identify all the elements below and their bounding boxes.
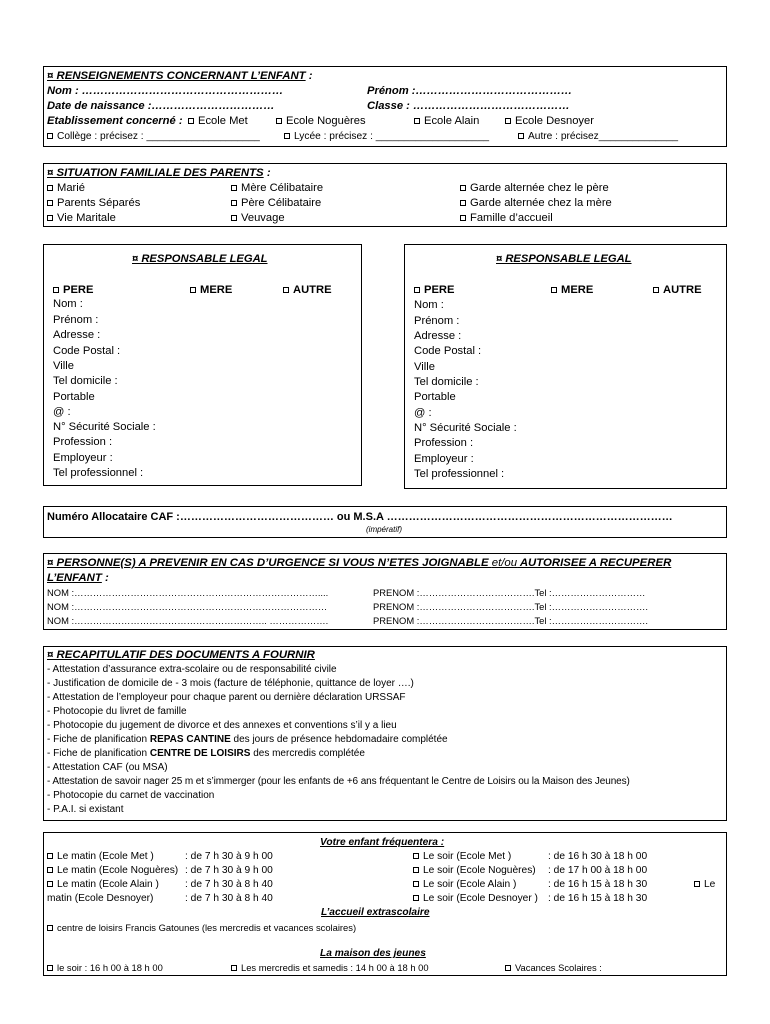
situation-option[interactable]: Vie Maritale [47, 211, 116, 225]
field-label: Profession : [414, 437, 474, 449]
pere-option[interactable]: PERE [53, 283, 93, 297]
mj-vacances-option[interactable]: Vacances Scolaires : [505, 961, 602, 975]
field-label: Tel domicile : [414, 376, 479, 388]
soir-option[interactable]: Le soir (Ecole Alain ) [413, 878, 516, 892]
checkbox-icon[interactable] [413, 895, 419, 901]
matin-option[interactable]: Le matin (Ecole Alain ) [47, 878, 159, 892]
mere-option[interactable]: MERE [551, 283, 593, 297]
matin-option[interactable]: Le matin (Ecole Met ) [47, 850, 154, 864]
checkbox-icon[interactable] [188, 118, 194, 124]
matin-time: : de 7 h 30 à 9 h 00 [185, 851, 273, 862]
urgence-nom-field[interactable]: NOM :…………………………………………………….. ………………. [47, 615, 329, 626]
autre-option[interactable]: AUTRE [283, 283, 332, 297]
situation-option[interactable]: Garde alternée chez le père [460, 181, 609, 195]
matin-option-label: matin (Ecole Desnoyer) [47, 893, 154, 904]
classe-field[interactable]: Classe : …………………………………… [367, 100, 570, 112]
situation-option[interactable]: Mère Célibataire [231, 181, 323, 195]
checkbox-icon[interactable] [505, 965, 511, 971]
checkbox-icon[interactable] [47, 215, 53, 221]
checkbox-icon[interactable] [518, 133, 524, 139]
centre-loisirs-option[interactable]: centre de loisirs Francis Gatounes (les mercredis et vacances scolaires) [47, 921, 356, 935]
situation-title-line: ¤ SITUATION FAMILIALE DES PARENTS : [47, 167, 271, 179]
document-item: - Attestation CAF (ou MSA) [47, 762, 168, 773]
checkbox-icon[interactable] [694, 881, 700, 887]
field-label: @ : [53, 406, 71, 418]
enfant-title-line: ¤ RENSEIGNEMENTS CONCERNANT L’ENFANT : [47, 70, 313, 82]
checkbox-icon[interactable] [413, 853, 419, 859]
field-label: Profession : [53, 436, 113, 448]
urgence-nom-field[interactable]: NOM :…………………………………………………………………….... [47, 587, 329, 598]
frequentation-title: Votre enfant fréquentera : [320, 837, 445, 848]
field-label: Code Postal : [53, 345, 121, 357]
maison-jeunes-title: La maison des jeunes [320, 948, 426, 959]
situation-option[interactable]: Père Célibataire [231, 196, 321, 210]
checkbox-icon[interactable] [190, 287, 196, 293]
field-label: Adresse : [53, 329, 101, 341]
pere-option[interactable]: PERE [414, 283, 454, 297]
ecole-met-option[interactable]: Ecole Met [188, 114, 248, 128]
enfant-title: ¤ RENSEIGNEMENTS CONCERNANT L’ENFANT [47, 70, 306, 82]
checkbox-icon[interactable] [460, 185, 466, 191]
field-label: Tel domicile : [53, 375, 118, 387]
checkbox-icon[interactable] [460, 200, 466, 206]
college-option[interactable]: Collège : précisez : ____________________ [47, 130, 260, 144]
mj-mercredis-option[interactable]: Les mercredis et samedis : 14 h 00 à 18 h 00 [231, 961, 429, 975]
field-label: Ville [53, 360, 74, 372]
prenom-field[interactable]: Prénom :…………………………………… [367, 85, 573, 97]
field-label: Nom : [414, 299, 444, 311]
checkbox-icon[interactable] [414, 287, 420, 293]
autre-etab-option[interactable]: Autre : précisez______________ [518, 130, 678, 144]
checkbox-icon[interactable] [47, 133, 53, 139]
field-label: Employeur : [53, 452, 113, 464]
document-item-repas: - Fiche de planification REPAS CANTINE des jours de présence hebdomadaire complétée [47, 734, 448, 745]
field-label: Prénom : [53, 314, 99, 326]
field-label: Ville [414, 361, 435, 373]
checkbox-icon[interactable] [653, 287, 659, 293]
field-label: Prénom : [414, 315, 460, 327]
situation-option[interactable]: Parents Séparés [47, 196, 140, 210]
document-item: - Attestation d’assurance extra-scolaire ou de responsabilité civile [47, 664, 337, 675]
situation-option[interactable]: Famille d’accueil [460, 211, 553, 225]
field-label: Portable [53, 391, 95, 403]
field-label: Portable [414, 391, 456, 403]
field-label: Adresse : [414, 330, 462, 342]
checkbox-icon[interactable] [283, 287, 289, 293]
urgence-title-line: ¤ PERSONNE(S) A PREVENIR EN CAS D’URGENCE SI VOUS N’ETES JOIGNABLE et/ou AUTORISEE A RECUPERER [47, 557, 672, 569]
field-label: Tel professionnel : [414, 468, 505, 480]
situation-option[interactable]: Marié [47, 181, 85, 195]
checkbox-icon[interactable] [47, 867, 53, 873]
checkbox-icon[interactable] [413, 881, 419, 887]
lycee-option[interactable]: Lycée : précisez : ____________________ [284, 130, 489, 144]
soir-option[interactable]: Le soir (Ecole Met ) [413, 850, 511, 864]
urgence-title: ¤ PERSONNE(S) A PREVENIR EN CAS D’URGENCE SI VOUS N’ETES JOIGNABLE [47, 557, 492, 569]
document-item-centre: - Fiche de planification CENTRE DE LOISIRS des mercredis complétée [47, 748, 365, 759]
checkbox-icon[interactable] [47, 185, 53, 191]
checkbox-icon[interactable] [231, 200, 237, 206]
document-item: - Photocopie du jugement de divorce et des annexes et conventions s’il y a lieu [47, 720, 397, 731]
checkbox-icon[interactable] [47, 200, 53, 206]
checkbox-icon[interactable] [231, 215, 237, 221]
field-label: N° Sécurité Sociale : [53, 421, 156, 433]
checkbox-icon[interactable] [460, 215, 466, 221]
ecole-alain-option[interactable]: Ecole Alain [414, 114, 479, 128]
documents-title: ¤ RECAPITULATIF DES DOCUMENTS A FOURNIR [47, 649, 315, 661]
responsable-title: ¤ RESPONSABLE LEGAL [496, 253, 632, 265]
situation-option[interactable]: Veuvage [231, 211, 285, 225]
checkbox-icon[interactable] [505, 118, 511, 124]
mj-soir-option[interactable]: le soir : 16 h 00 à 18 h 00 [47, 961, 163, 975]
urgence-prenom-tel-field[interactable]: PRENOM :……………………………….Tel :…………………………. [373, 615, 649, 626]
mere-option[interactable]: MERE [190, 283, 232, 297]
matin-time: : de 7 h 30 à 8 h 40 [185, 893, 273, 904]
field-label: Tel professionnel : [53, 467, 144, 479]
nom-field[interactable]: Nom : ……………………………………………… [47, 85, 284, 97]
checkbox-icon[interactable] [53, 287, 59, 293]
soir-time: : de 16 h 15 à 18 h 30 [548, 879, 648, 890]
checkbox-icon[interactable] [47, 965, 53, 971]
checkbox-icon[interactable] [231, 185, 237, 191]
ecole-nogueres-option[interactable]: Ecole Noguères [276, 114, 366, 128]
soir-time: : de 17 h 00 à 18 h 00 [548, 865, 648, 876]
urgence-prenom-tel-field[interactable]: PRENOM :……………………………….Tel :………………………… [373, 587, 646, 598]
document-item: - Justification de domicile de - 3 mois (facture de téléphonie, quittance de loyer ….) [47, 678, 414, 689]
checkbox-icon[interactable] [47, 853, 53, 859]
responsable-title: ¤ RESPONSABLE LEGAL [132, 253, 268, 265]
checkbox-icon[interactable] [284, 133, 290, 139]
document-item: - P.A.I. si existant [47, 804, 124, 815]
field-label: Nom : [53, 298, 83, 310]
field-label: Employeur : [414, 453, 474, 465]
etablissement-label: Etablissement concerné : [47, 115, 183, 127]
document-item: - Photocopie du livret de famille [47, 706, 187, 717]
urgence-prenom-tel-field[interactable]: PRENOM :……………………………….Tel :…………………………. [373, 601, 649, 612]
responsable-legal-1 [43, 244, 362, 486]
date-naissance-field[interactable]: Date de naissance :…………………………… [47, 100, 275, 112]
checkbox-icon[interactable] [231, 965, 237, 971]
matin-time: : de 7 h 30 à 9 h 00 [185, 865, 273, 876]
caf-field[interactable]: Numéro Allocataire CAF :…………………………………… ou M.S.A …………………………………………………………………… [47, 511, 673, 523]
autre-option[interactable]: AUTRE [653, 283, 702, 297]
checkbox-icon[interactable] [414, 118, 420, 124]
field-label: @ : [414, 407, 432, 419]
checkbox-icon[interactable] [276, 118, 282, 124]
field-label: N° Sécurité Sociale : [414, 422, 517, 434]
matin-option[interactable]: Le matin (Ecole Noguères) [47, 864, 178, 878]
checkbox-icon[interactable] [47, 881, 53, 887]
situation-title: ¤ SITUATION FAMILIALE DES PARENTS [47, 167, 264, 179]
accueil-title: L’accueil extrascolaire [321, 907, 430, 918]
caf-note: (impératif) [366, 525, 403, 534]
matin-time: : de 7 h 30 à 8 h 40 [185, 879, 273, 890]
checkbox-icon[interactable] [413, 867, 419, 873]
urgence-nom-field[interactable]: NOM :……………………………………………………………………… [47, 601, 328, 612]
soir-time: : de 16 h 15 à 18 h 30 [548, 893, 648, 904]
situation-option[interactable]: Garde alternée chez la mère [460, 196, 612, 210]
checkbox-icon[interactable] [551, 287, 557, 293]
le-option[interactable]: Le [694, 878, 715, 892]
checkbox-icon[interactable] [47, 925, 53, 931]
field-label: Code Postal : [414, 345, 482, 357]
document-item: - Attestation de savoir nager 25 m et s’immerger (pour les enfants de +6 ans fréquentant le Centre de Loisirs ou la Maison des Jeunes) [47, 776, 630, 787]
soir-option[interactable]: Le soir (Ecole Noguères) [413, 864, 536, 878]
soir-time: : de 16 h 30 à 18 h 00 [548, 851, 648, 862]
ecole-desnoyer-option[interactable]: Ecole Desnoyer [505, 114, 594, 128]
document-item: - Photocopie du carnet de vaccination [47, 790, 215, 801]
document-item: - Attestation de l’employeur pour chaque parent ou dernière déclaration URSSAF [47, 692, 406, 703]
soir-option[interactable]: Le soir (Ecole Desnoyer ) [413, 892, 538, 906]
urgence-title-line-2: L’ENFANT : [47, 572, 109, 584]
